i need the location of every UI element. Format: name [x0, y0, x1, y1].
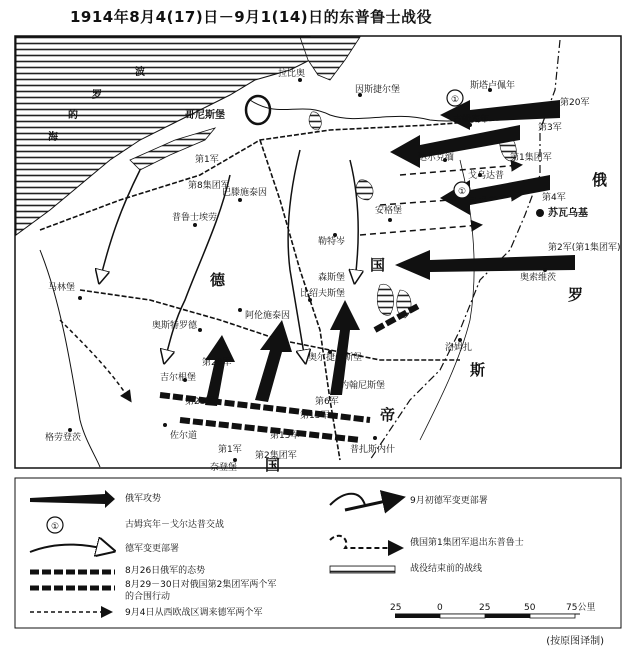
legend-sym-ru-withdraw: [330, 536, 400, 548]
sea-label-1: 波: [135, 67, 145, 78]
label-ru-2corps: 第2军(第1集团军): [548, 243, 621, 253]
legend-sym-sep-redeploy-curve: [330, 494, 365, 505]
legend-item-final-front: 战役结束前的战线: [410, 564, 483, 574]
scale-tick-2: 0: [437, 603, 443, 613]
label-ortelsburg: 奥尔捷尔斯堡: [308, 353, 363, 363]
country-ru-3: 斯: [470, 361, 486, 379]
legend-sym-ru-offensive: [30, 490, 115, 508]
label-ger-8army: 第8集团军: [188, 181, 230, 191]
country-de-4: 国: [265, 456, 281, 474]
scale-tick-1: 25: [390, 603, 402, 613]
label-suwalki: 苏瓦乌基: [548, 208, 588, 219]
label-przasnysz: 普扎斯内什: [350, 445, 396, 455]
label-gilgenburg: 吉尔根堡: [160, 373, 197, 383]
label-graudenz: 格劳登茨: [45, 433, 82, 443]
label-lomza: 洛姆扎: [445, 343, 473, 353]
lake-2: [377, 284, 393, 315]
legend-item-ru-offensive: 俄军攻势: [125, 494, 162, 504]
scale-bar: [390, 602, 595, 618]
label-stalluponen: 斯塔卢佩年: [470, 81, 516, 91]
label-soldau: 佐尔道: [170, 431, 198, 441]
source-note: (按原图译制): [546, 636, 604, 647]
legend-sym-battle-text: ①: [51, 522, 60, 532]
legend-item-sep-redeploy: 9月初德军变更部署: [410, 496, 488, 506]
label-ger-20corps: 第20军: [202, 358, 232, 368]
legend-item-ru-front: 8月26日俄军的态势: [125, 566, 206, 576]
label-marienburg: 马林堡: [48, 283, 76, 293]
battle-marker-2-text: ①: [458, 187, 467, 197]
label-gumbinnen: 古姆宾年: [453, 115, 490, 125]
label-ru-13corps: 第13军: [300, 411, 330, 421]
label-ru-1corps: 第1军: [218, 445, 242, 455]
map-title: 1914年8月4(17)日－9月1(14)日的东普鲁士战役: [70, 8, 433, 26]
label-ru-1st-army: 第1集团军: [510, 153, 552, 163]
label-bischofsburg: 比绍夫斯堡: [300, 289, 346, 299]
label-osowiec: 奥索维茨: [520, 273, 557, 283]
label-preussisch-eylau: 普鲁士埃劳: [172, 213, 218, 223]
label-bartenstein: 巴滕施泰因: [222, 188, 268, 198]
label-ru-6corps: 第6军: [315, 397, 339, 407]
legend-sym-final-front: [330, 566, 395, 573]
legend-sym-sep-redeploy: [345, 498, 400, 510]
label-goldap: 戈乌达普: [468, 171, 505, 181]
legend-sym-ger-redeploy: [30, 545, 110, 552]
label-sensburg: 森斯堡: [318, 273, 346, 283]
label-ru-2nd-army: 第2集团军: [255, 451, 297, 461]
label-ru-23corps: 第23军: [185, 397, 215, 407]
legend-item-ru-withdraw: 俄国第1集团军退出东普鲁士: [410, 538, 524, 548]
scale-tick-3: 25: [479, 603, 491, 613]
legend-item-reinforce: 9月4日从西欧战区调来德军两个军: [125, 608, 263, 618]
label-allenstein: 阿伦施泰因: [245, 311, 291, 321]
country-de-2: 国: [370, 256, 386, 274]
label-johannisburg: 约翰尼斯堡: [340, 381, 386, 391]
label-ru-15corps: 第15军: [270, 431, 300, 441]
legend-item-ger-redeploy: 德军变更部署: [125, 544, 180, 554]
country-ru-2: 罗: [568, 286, 584, 304]
sea-label-2: 罗: [92, 90, 102, 101]
legend-item-battle: 古姆宾年－戈尔达普交战: [125, 520, 225, 530]
scale-tick-4: 50: [524, 603, 536, 613]
sea-label-4: 海: [48, 132, 58, 143]
battle-marker-1-text: ①: [451, 95, 460, 105]
label-neidenburg: 奈登堡: [210, 463, 238, 473]
label-darkehmen: 达尔克缅: [418, 153, 455, 163]
label-osterode: 奥斯特罗德: [152, 321, 198, 331]
label-insterburg: 因斯捷尔堡: [355, 85, 401, 95]
legend-item-encircle-2: 的合围行动: [125, 592, 171, 602]
label-ru-20corps: 第20军: [560, 98, 590, 108]
sea-label-3: 的: [68, 110, 78, 121]
label-ru-3corps: 第3军: [538, 123, 562, 133]
scale-tick-5: 75公里: [566, 603, 596, 613]
label-lotzen: 勒特岑: [318, 237, 346, 247]
label-labiau: 拉比奥: [278, 69, 306, 79]
label-ger-1corps: 第1军: [195, 155, 219, 165]
legend-item-encircle-1: 8月29－30日对俄国第2集团军两个军: [125, 580, 277, 590]
country-de-1: 德: [210, 271, 226, 289]
label-konigsberg: 哥尼斯堡: [185, 110, 225, 121]
country-ru-1: 俄: [592, 171, 608, 189]
label-ru-4corps: 第4军: [542, 193, 566, 203]
country-de-3: 帝: [380, 406, 396, 424]
label-angerburg: 安格堡: [375, 206, 403, 216]
